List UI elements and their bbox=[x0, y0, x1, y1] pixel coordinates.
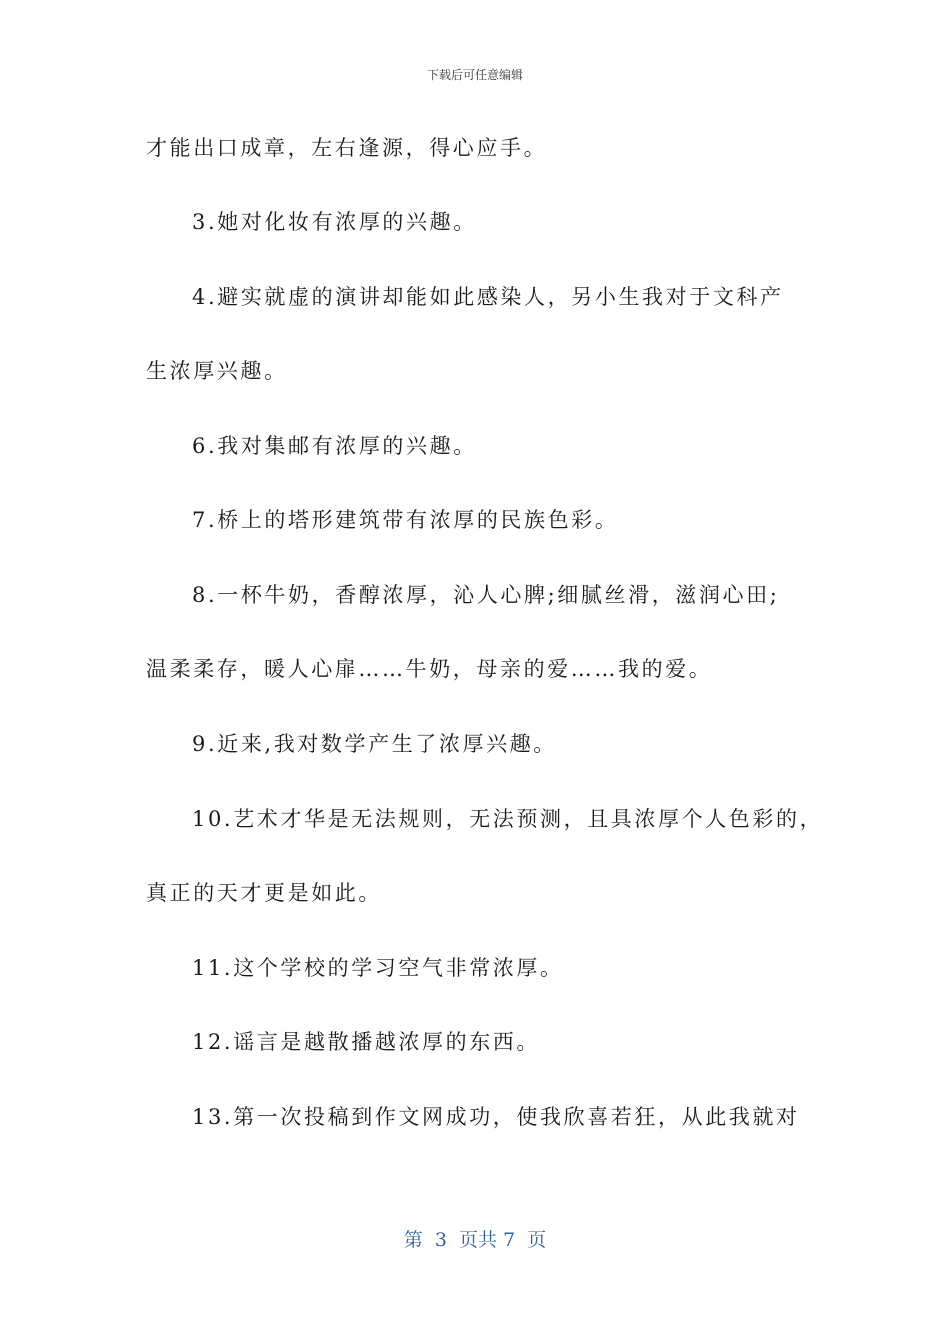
body-line-7: 8.一杯牛奶，香醇浓厚，沁人心脾;细腻丝滑，滋润心田; bbox=[192, 583, 780, 607]
body-line-12: 11.这个学校的学习空气非常浓厚。 bbox=[192, 956, 564, 980]
body-line-4: 生浓厚兴趣。 bbox=[146, 359, 288, 383]
body-line-14: 13.第一次投稿到作文网成功，使我欣喜若狂，从此我就对 bbox=[192, 1105, 800, 1129]
body-line-2: 3.她对化妆有浓厚的兴趣。 bbox=[192, 210, 477, 234]
body-line-6: 7.桥上的塔形建筑带有浓厚的民族色彩。 bbox=[192, 508, 619, 532]
body-line-10: 10.艺术才华是无法规则，无法预测，且具浓厚个人色彩的， bbox=[192, 807, 824, 831]
page-number-footer: 第 3 页共 7 页 bbox=[403, 1229, 547, 1251]
body-line-5: 6.我对集邮有浓厚的兴趣。 bbox=[192, 434, 477, 458]
page-header: 下载后可任意编辑 bbox=[426, 68, 523, 82]
body-line-13: 12.谣言是越散播越浓厚的东西。 bbox=[192, 1030, 540, 1054]
body-line-8: 温柔柔存，暖人心扉……牛奶，母亲的爱……我的爱。 bbox=[146, 657, 713, 681]
body-line-9: 9.近来,我对数学产生了浓厚兴趣。 bbox=[192, 732, 557, 756]
body-line-11: 真正的天才更是如此。 bbox=[146, 881, 382, 905]
body-line-3: 4.避实就虚的演讲却能如此感染人，另小生我对于文科产 bbox=[192, 285, 784, 309]
body-line-1: 才能出口成章，左右逢源，得心应手。 bbox=[146, 136, 548, 160]
